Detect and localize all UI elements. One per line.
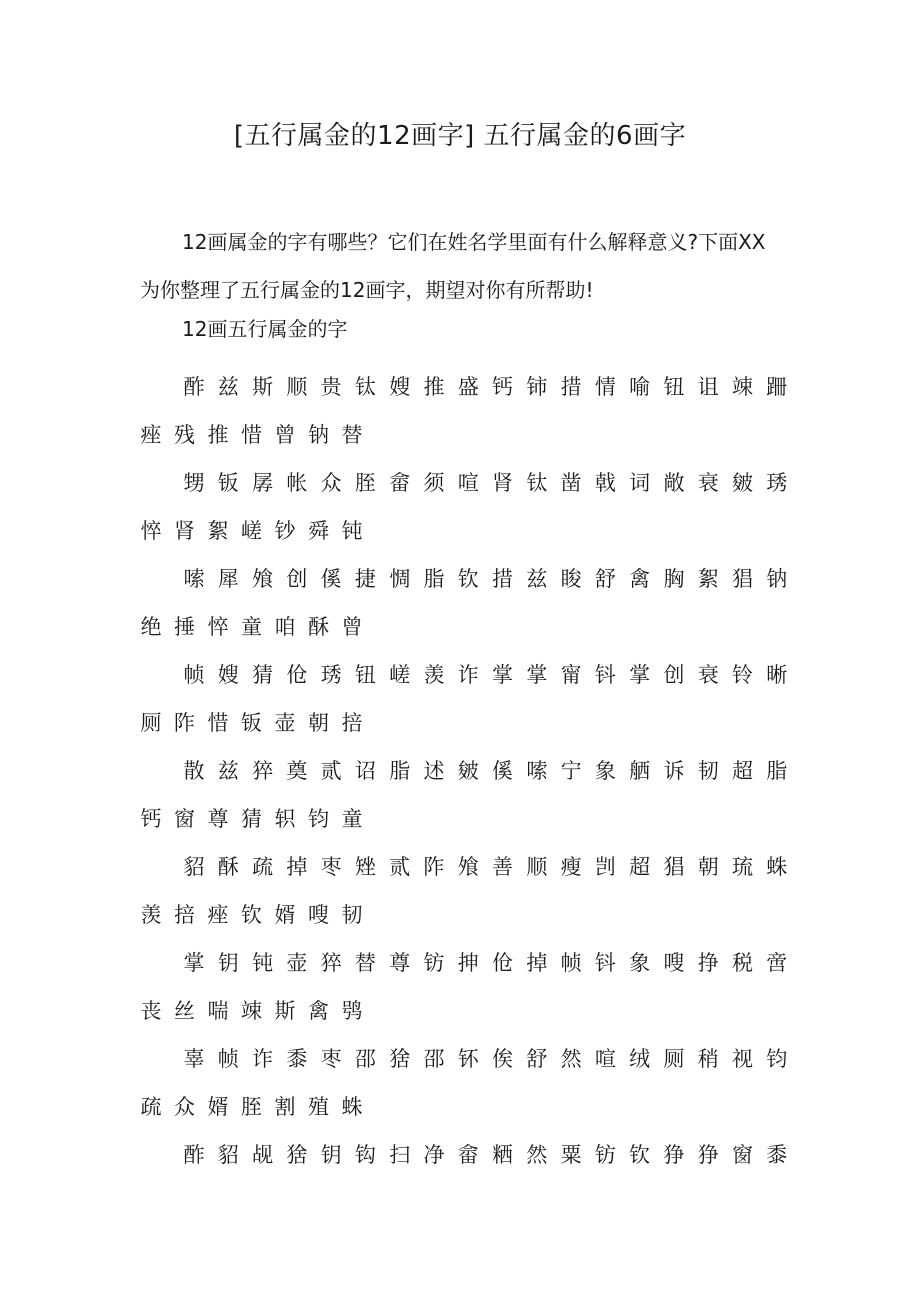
character: 畲 [457,1143,479,1167]
character-line [140,554,788,602]
character: 舜 [308,519,329,543]
character: 羡 [140,903,162,927]
character: 喻 [629,375,651,399]
character: 捶 [174,615,195,639]
character: 钙 [140,807,162,831]
character: 丧 [140,999,162,1023]
character: 丝 [174,999,195,1023]
character: 疏 [140,1095,162,1119]
character: 壶 [274,711,296,735]
character: 邵 [423,1047,445,1071]
character: 净 [423,1143,445,1167]
character-line [140,1034,788,1082]
character: 脂 [423,567,445,591]
character: 盛 [457,375,479,399]
character: 尊 [207,807,229,831]
character: 象 [594,759,616,783]
character: 掌 [629,663,651,687]
character: 畲 [389,471,411,495]
character: 伧 [492,951,514,975]
character: 猞 [389,1047,411,1071]
character: 惆 [389,567,411,591]
character: 掊 [174,903,195,927]
character: 钙 [492,375,514,399]
character: 钭 [594,663,616,687]
character: 枣 [320,855,342,879]
character: 殖 [308,1095,329,1119]
character: 钮 [354,663,376,687]
character: 割 [274,1095,296,1119]
character: 觇 [252,1143,274,1167]
character: 钣 [241,711,262,735]
character: 貂 [217,1143,239,1167]
character: 朝 [697,855,719,879]
character-list [140,362,788,1178]
character: 孱 [252,471,274,495]
character: 厕 [663,1047,685,1071]
character: 猜 [252,663,274,687]
character: 钛 [354,375,376,399]
character: 窗 [174,807,195,831]
character: 喘 [207,999,229,1023]
character: 措 [560,375,582,399]
document-title: [五行属金的12画字] 五行属金的6画字 [233,121,687,151]
character: 绝 [140,615,162,639]
character: 蛛 [341,1095,363,1119]
character: 阼 [423,855,445,879]
character: 超 [732,759,753,783]
character: 创 [663,663,685,687]
character: 脂 [389,759,411,783]
character: 述 [423,759,445,783]
character: 疏 [252,855,274,879]
character: 贵 [320,375,342,399]
character: 朝 [308,711,329,735]
character: 钧 [308,807,329,831]
character: 惜 [207,711,229,735]
character-line [140,602,788,650]
character: 韧 [341,903,363,927]
character: 宁 [560,759,582,783]
character: 掉 [286,855,308,879]
character: 狰 [697,1143,719,1167]
character: 奠 [286,759,308,783]
character: 敞 [663,471,685,495]
character: 邵 [354,1047,376,1071]
character: 脂 [766,759,788,783]
character: 诏 [354,759,376,783]
character: 婿 [274,903,296,927]
character: 嗖 [663,951,685,975]
character: 钣 [217,471,239,495]
character-line [140,410,788,458]
character: 钝 [252,951,274,975]
character: 钦 [629,1143,651,1167]
character-line [140,986,788,1034]
character: 咱 [274,615,296,639]
character: 甥 [183,471,205,495]
character: 掊 [341,711,363,735]
character: 韧 [697,759,719,783]
character: 钦 [241,903,262,927]
character: 稍 [697,1047,719,1071]
character: 琇 [320,663,342,687]
character: 粞 [492,1143,514,1167]
character: 嫂 [217,663,239,687]
character-line [140,938,788,986]
character-paragraph [140,938,788,1034]
character: 傒 [492,759,514,783]
character: 兹 [217,375,239,399]
character: 钠 [308,423,329,447]
character: 皴 [732,471,753,495]
character: 猜 [241,807,262,831]
character-line [140,458,788,506]
character: 挣 [697,951,719,975]
character: 铈 [526,375,548,399]
character: 钠 [766,567,788,591]
character: 帐 [286,471,308,495]
character: 嵯 [241,519,262,543]
character: 絮 [697,567,719,591]
character-line [140,506,788,554]
character: 猝 [252,759,274,783]
character-paragraph [140,650,788,746]
character: 帧 [560,951,582,975]
character: 残 [174,423,195,447]
character: 钝 [341,519,363,543]
character: 钫 [594,1143,616,1167]
character: 钞 [274,519,296,543]
character-paragraph [140,842,788,938]
character: 衰 [697,663,719,687]
character: 象 [629,951,651,975]
character: 啻 [766,951,788,975]
character: 钭 [594,951,616,975]
character-paragraph [140,1130,788,1178]
character: 痤 [140,423,162,447]
character: 诈 [457,663,479,687]
character: 飧 [252,567,274,591]
character: 钥 [217,951,239,975]
character: 斯 [252,375,274,399]
character: 衰 [697,471,719,495]
character: 替 [354,951,376,975]
character: 猞 [286,1143,308,1167]
character-line [140,794,788,842]
character: 掌 [183,951,205,975]
character: 狰 [663,1143,685,1167]
character: 须 [423,471,445,495]
character: 戟 [594,471,616,495]
character: 鸮 [341,999,363,1023]
character-line [140,746,788,794]
character: 尊 [389,951,411,975]
character: 舾 [629,759,651,783]
character: 掌 [526,663,548,687]
character-line [140,1130,788,1178]
character: 剀 [594,855,616,879]
character: 悴 [140,519,162,543]
character: 矬 [354,855,376,879]
character: 诅 [697,375,719,399]
character: 窗 [732,1143,753,1167]
character: 酥 [308,615,329,639]
character: 顺 [526,855,548,879]
character: 惜 [241,423,262,447]
character-paragraph [140,458,788,554]
character: 酥 [217,855,239,879]
character: 铃 [732,663,753,687]
character: 禽 [308,999,329,1023]
character: 帧 [217,1047,239,1071]
character: 凿 [560,471,582,495]
character: 蛛 [766,855,788,879]
section-heading: 12画五行属金的字 [182,317,348,341]
character: 嗦 [526,759,548,783]
character: 然 [560,1047,582,1071]
character: 絮 [207,519,229,543]
character: 黍 [286,1047,308,1071]
character: 钦 [457,567,479,591]
character: 痤 [207,903,229,927]
intro-paragraph: 12画属金的字有哪些？它们在姓名学里面有什么解释意义?下面XX为你整理了五行属金的12画字，期望对你有所帮助! [140,230,766,302]
character: 悴 [207,615,229,639]
character: 禽 [629,567,651,591]
character: 婿 [207,1095,229,1119]
character: 诈 [252,1047,274,1071]
character: 俟 [492,1047,514,1071]
character-line [140,362,788,410]
character: 钧 [766,1047,788,1071]
character: 琉 [732,855,753,879]
character: 酢 [183,375,205,399]
character: 措 [492,567,514,591]
character: 钚 [457,1047,479,1071]
character: 钮 [663,375,685,399]
character: 斯 [274,999,296,1023]
character-line [140,650,788,698]
character-line [140,1082,788,1130]
character: 众 [174,1095,195,1119]
character: 轵 [274,807,296,831]
character: 壶 [286,951,308,975]
character: 顺 [286,375,308,399]
character: 竦 [732,375,753,399]
character: 羡 [423,663,445,687]
character: 兹 [526,567,548,591]
character: 曾 [341,615,363,639]
character: 粟 [560,1143,582,1167]
character: 兹 [217,759,239,783]
character: 嫂 [389,375,411,399]
character-paragraph [140,362,788,458]
character: 推 [207,423,229,447]
character: 喧 [457,471,479,495]
character: 税 [732,951,753,975]
character: 捷 [354,567,376,591]
character: 钥 [320,1143,342,1167]
character: 嗦 [183,567,205,591]
character: 嗖 [308,903,329,927]
character: 肾 [492,471,514,495]
character: 竦 [241,999,262,1023]
character: 酢 [183,1143,205,1167]
character: 钫 [423,951,445,975]
character: 阼 [174,711,195,735]
character: 众 [320,471,342,495]
character: 词 [629,471,651,495]
character: 胸 [663,567,685,591]
character: 替 [341,423,363,447]
character: 情 [594,375,616,399]
character: 猖 [732,567,753,591]
character: 曾 [274,423,296,447]
character: 犀 [217,567,239,591]
character: 猖 [663,855,685,879]
character-line [140,698,788,746]
character: 喧 [594,1047,616,1071]
character: 舒 [526,1047,548,1071]
character: 瘦 [560,855,582,879]
character: 掉 [526,951,548,975]
character: 跚 [766,375,788,399]
character: 散 [183,759,205,783]
character: 甯 [560,663,582,687]
character: 舒 [594,567,616,591]
character: 创 [286,567,308,591]
character-paragraph [140,746,788,842]
character: 童 [241,615,262,639]
character: 钩 [354,1143,376,1167]
character: 超 [629,855,651,879]
character-paragraph [140,554,788,650]
character-paragraph [140,1034,788,1130]
character: 琇 [766,471,788,495]
character: 贰 [389,855,411,879]
character: 贰 [320,759,342,783]
character: 肾 [174,519,195,543]
character: 睃 [560,567,582,591]
character: 伧 [286,663,308,687]
character: 貂 [183,855,205,879]
character: 胵 [354,471,376,495]
character: 抻 [457,951,479,975]
character-line [140,890,788,938]
character: 帧 [183,663,205,687]
character: 枣 [320,1047,342,1071]
character: 推 [423,375,445,399]
character: 扫 [389,1143,411,1167]
character: 善 [492,855,514,879]
character: 傒 [320,567,342,591]
character: 飧 [457,855,479,879]
character: 黍 [766,1143,788,1167]
character: 钛 [526,471,548,495]
character: 厕 [140,711,162,735]
character: 晰 [766,663,788,687]
character: 嵯 [389,663,411,687]
character: 童 [341,807,363,831]
character: 诉 [663,759,685,783]
character: 掌 [492,663,514,687]
character: 绒 [629,1047,651,1071]
character-line [140,842,788,890]
character: 猝 [320,951,342,975]
character: 视 [732,1047,753,1071]
character: 然 [526,1143,548,1167]
character: 皴 [457,759,479,783]
character: 胵 [241,1095,262,1119]
character: 辜 [183,1047,205,1071]
